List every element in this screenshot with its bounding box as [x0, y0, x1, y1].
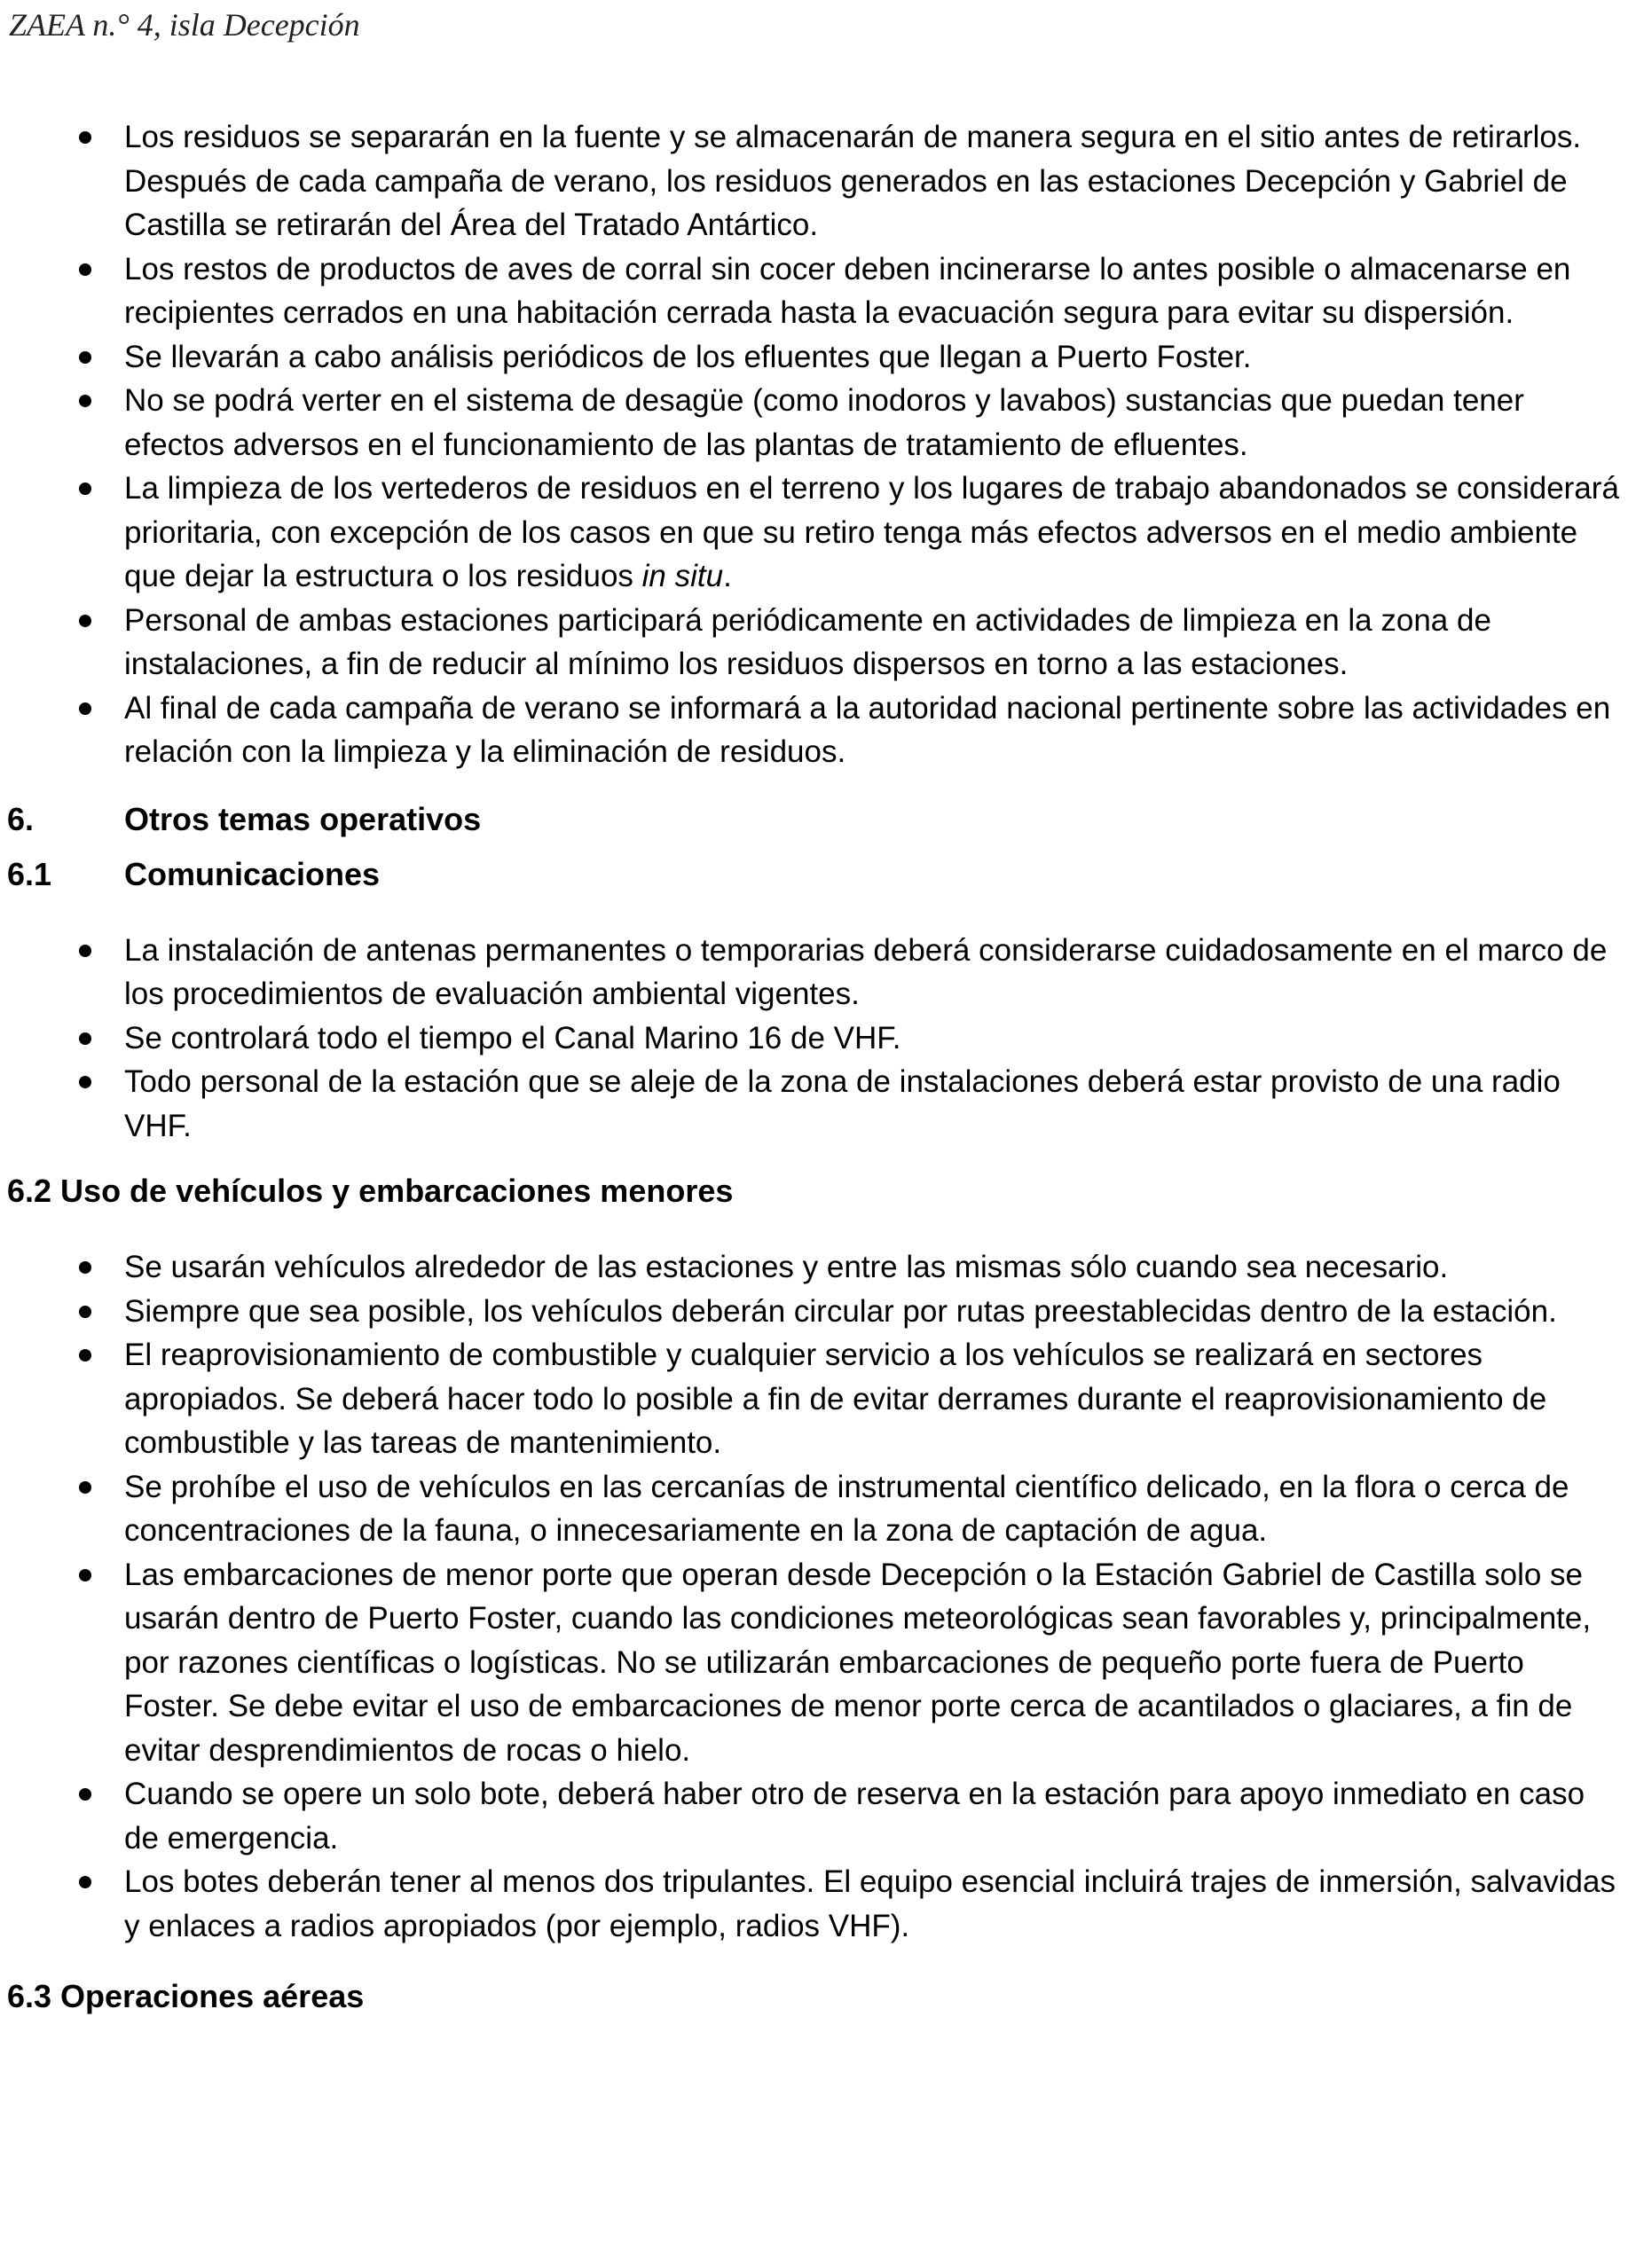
- list-item: Siempre que sea posible, los vehículos deberán circular por rutas preestablecidas dentro de la estación.: [0, 1290, 1628, 1334]
- section-number: 6.: [7, 800, 35, 837]
- section-title: Comunicaciones: [124, 855, 381, 892]
- list-item: La limpieza de los vertederos de residuos en el terreno y los lugares de trabajo abandonados se considerará prioritaria, con excepción de los casos en que su retiro tenga más efectos adversos en el medio ambiente que dejar la estructura o los residuos in situ.: [0, 467, 1628, 599]
- list-item: Las embarcaciones de menor porte que operan desde Decepción o la Estación Gabriel de Castilla solo se usarán dentro de Puerto Foster, cuando las condiciones meteorológicas sean favorables y, principalmente, por razones científicas o logísticas. No se utilizarán embarcaciones de pequeño porte fuera de Puerto Foster. Se debe evitar el uso de embarcaciones de menor porte cerca de acantilados o glaciares, a fin de evitar desprendimientos de rocas o hielo.: [0, 1553, 1628, 1773]
- section-heading-6-1: [0, 852, 1628, 897]
- section-title: Otros temas operativos: [124, 800, 482, 837]
- list-item: Los restos de productos de aves de corral sin cocer deben incinerarse lo antes posible o almacenarse en recipientes cerrados en una habitación cerrada hasta la evacuación segura para evitar su dispersión.: [0, 247, 1628, 335]
- section-heading-6: [0, 797, 1628, 842]
- bullet-icon: [79, 615, 91, 627]
- bullet-icon: [79, 1032, 91, 1045]
- bullet-icon: [79, 945, 91, 957]
- list-item: Se llevarán a cabo análisis periódicos de los efluentes que llegan a Puerto Foster.: [0, 335, 1628, 380]
- list-item: Los residuos se separarán en la fuente y se almacenarán de manera segura en el sitio antes de retirarlos. Después de cada campaña de verano, los residuos generados en las estaciones Decepción y Gabriel de Castilla se retirarán del Área del Tratado Antártico.: [0, 115, 1628, 247]
- section-heading-6-2: [0, 1169, 1628, 1213]
- running-header: ZAEA n.° 4, isla Decepción: [9, 7, 360, 43]
- section-title: 6.2 Uso de vehículos y embarcaciones menores: [7, 1173, 734, 1209]
- bullet-icon: [79, 395, 91, 407]
- bullet-icon: [79, 1569, 91, 1581]
- list-item: Se prohíbe el uso de vehículos en las cercanías de instrumental científico delicado, en la flora o cerca de concentraciones de la fauna, o innecesariamente en la zona de captación de agua.: [0, 1465, 1628, 1553]
- list-item: Todo personal de la estación que se aleje de la zona de instalaciones deberá estar provisto de una radio VHF.: [0, 1060, 1628, 1148]
- bullet-icon: [79, 1261, 91, 1274]
- bullet-icon: [79, 263, 91, 276]
- section-title: 6.3 Operaciones aéreas: [7, 1978, 365, 2014]
- bullet-icon: [79, 483, 91, 495]
- section-heading-6-3: [0, 1974, 1628, 2019]
- bullet-icon: [79, 702, 91, 715]
- list-item: No se podrá verter en el sistema de desagüe (como inodoros y lavabos) sustancias que puedan tener efectos adversos en el funcionamiento de las plantas de tratamiento de efluentes.: [0, 379, 1628, 467]
- italic-term: in situ: [641, 559, 724, 593]
- bullet-icon: [79, 1481, 91, 1494]
- bullet-icon: [79, 1076, 91, 1088]
- list-item: Los botes deberán tener al menos dos tripulantes. El equipo esencial incluirá trajes de inmersión, salvavidas y enlaces a radios apropiados (por ejemplo, radios VHF).: [0, 1860, 1628, 1948]
- bullet-icon: [79, 1306, 91, 1318]
- list-item: La instalación de antenas permanentes o temporarias deberá considerarse cuidadosamente en el marco de los procedimientos de evaluación ambiental vigentes.: [0, 929, 1628, 1016]
- bullet-icon: [79, 1349, 91, 1362]
- bullet-icon: [79, 131, 91, 144]
- list-item: Personal de ambas estaciones participará periódicamente en actividades de limpieza en la zona de instalaciones, a fin de reducir al mínimo los residuos dispersos en torno a las estaciones.: [0, 599, 1628, 687]
- section-number: 6.1: [7, 855, 52, 892]
- list-item: Se usarán vehículos alrededor de las estaciones y entre las mismas sólo cuando sea necesario.: [0, 1245, 1628, 1290]
- vehicles-boats-list: [0, 1245, 1628, 1948]
- waste-management-list: [0, 115, 1628, 774]
- list-item: Cuando se opere un solo bote, deberá haber otro de reserva en la estación para apoyo inmediato en caso de emergencia.: [0, 1772, 1628, 1860]
- communications-list: [0, 929, 1628, 1149]
- bullet-icon: [79, 1876, 91, 1888]
- list-item: El reaprovisionamiento de combustible y cualquier servicio a los vehículos se realizará en sectores apropiados. Se deberá hacer todo lo posible a fin de evitar derrames durante el reaprovisionamiento de combustible y las tareas de mantenimiento.: [0, 1333, 1628, 1465]
- document-body: [0, 115, 1628, 2019]
- list-item: Se controlará todo el tiempo el Canal Marino 16 de VHF.: [0, 1016, 1628, 1061]
- bullet-icon: [79, 351, 91, 364]
- list-item: Al final de cada campaña de verano se informará a la autoridad nacional pertinente sobre las actividades en relación con la limpieza y la eliminación de residuos.: [0, 687, 1628, 774]
- bullet-icon: [79, 1788, 91, 1801]
